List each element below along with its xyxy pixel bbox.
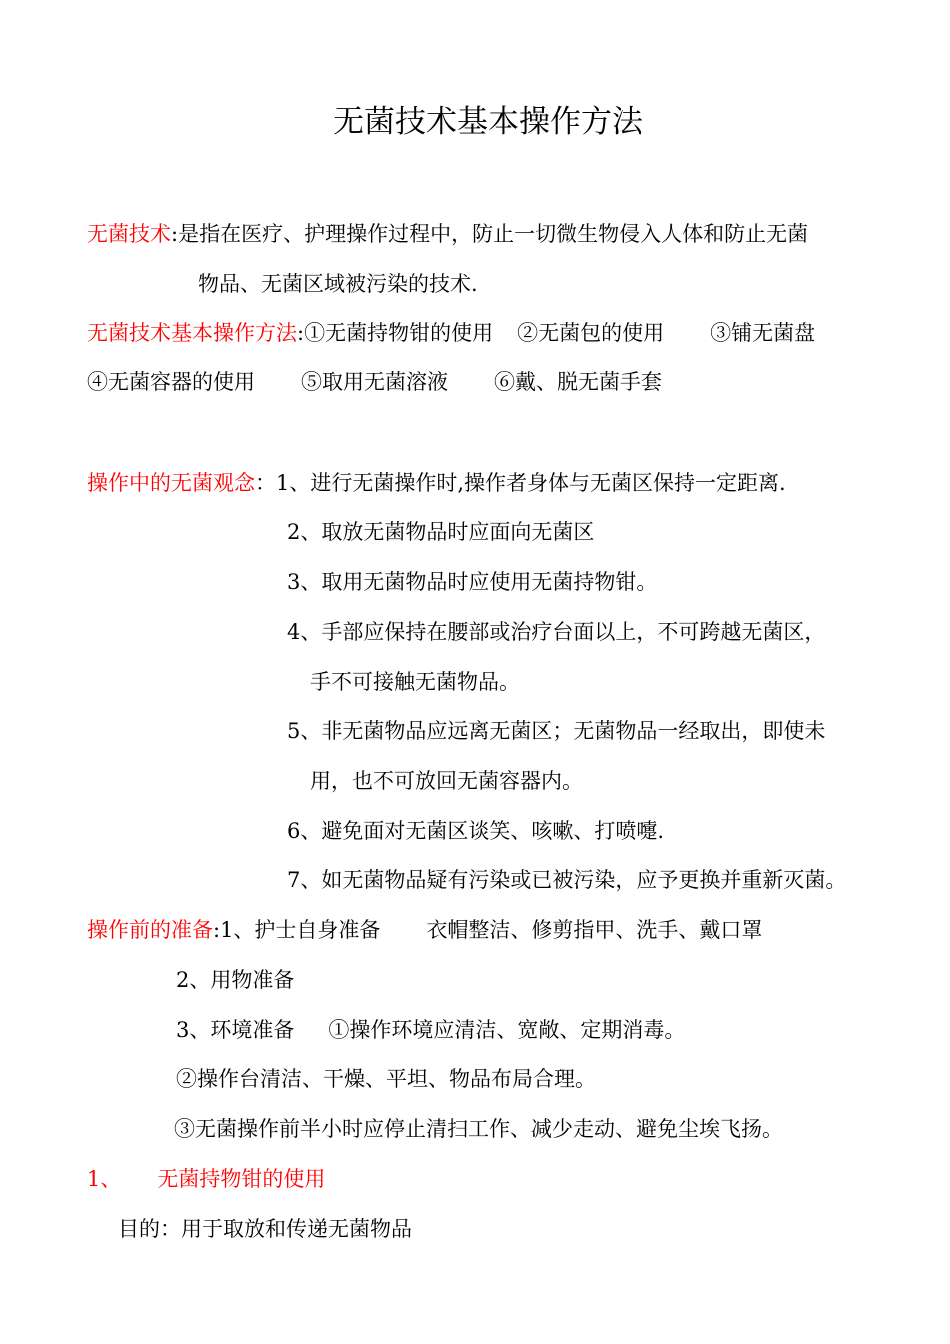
method-item: ③铺无菌盘 [710,321,816,345]
concept-item: 4、手部应保持在腰部或治疗台面以上，不可跨越无菌区， [287,620,826,644]
section-1-purpose: 目的：用于取放和传递无菌物品 [118,1217,412,1241]
preparation-detail: ②操作台清洁、干燥、平坦、物品布局合理。 [176,1067,596,1091]
section-1-heading [87,1165,325,1193]
definition-text-1: :是指在医疗、护理操作过程中，防止一切微生物侵入人体和防止无菌 [171,222,809,246]
preparation-detail: ①操作环境应清洁、宽敞、定期消毒。 [328,1018,686,1042]
method-item: ④无菌容器的使用 [87,370,255,394]
method-item: ②无菌包的使用 [517,321,665,345]
concept-item: 6、避免面对无菌区谈笑、咳嗽、打喷嚏. [287,819,665,843]
section-heading-text: 无菌持物钳的使用 [157,1167,326,1191]
methods-line-1: 无菌技术基本操作方法:①无菌持物钳的使用 ②无菌包的使用 ③铺无菌盘 [87,321,816,345]
methods-line-2 [87,368,662,396]
method-item: ①无菌持物钳的使用 [304,321,494,345]
concept-item: 手不可接触无菌物品。 [310,670,520,694]
concept-item: 2、取放无菌物品时应面向无菌区 [287,520,595,544]
preparation-line-3 [176,1016,685,1044]
method-item: ⑥戴、脱无菌手套 [494,370,662,394]
concept-item: 用，也不可放回无菌容器内。 [310,769,583,793]
preparation-item: :1、护士自身准备 [213,918,381,942]
preparation-detail: ③无菌操作前半小时应停止清扫工作、减少走动、避免尘埃飞扬。 [174,1117,783,1141]
methods-label: 无菌技术基本操作方法 [87,321,297,345]
concepts-line-1 [87,469,786,497]
preparation-detail: 衣帽整洁、修剪指甲、洗手、戴口罩 [426,918,763,942]
concept-item: 5、非无菌物品应远离无菌区；无菌物品一经取出，即使未 [287,719,826,743]
page-title: 无菌技术基本操作方法 [333,104,643,140]
concept-item: 7、如无菌物品疑有污染或已被污染，应予更换并重新灭菌。 [287,868,847,892]
method-item: ⑤取用无菌溶液 [301,370,448,394]
definition-line-1 [87,220,808,248]
section-number: 1、 [87,1167,122,1191]
concept-item: ：1、进行无菌操作时,操作者身体与无菌区保持一定距离. [255,471,786,495]
preparation-label: 操作前的准备 [87,918,213,942]
preparation-item: 3、环境准备 [176,1018,295,1042]
preparation-line-1 [87,916,762,944]
concepts-label: 操作中的无菌观念 [87,471,255,495]
definition-text-2: 物品、无菌区域被污染的技术. [198,272,478,296]
concept-item: 3、取用无菌物品时应使用无菌持物钳。 [287,570,658,594]
definition-label: 无菌技术 [87,222,171,246]
preparation-item: 2、用物准备 [176,968,295,992]
